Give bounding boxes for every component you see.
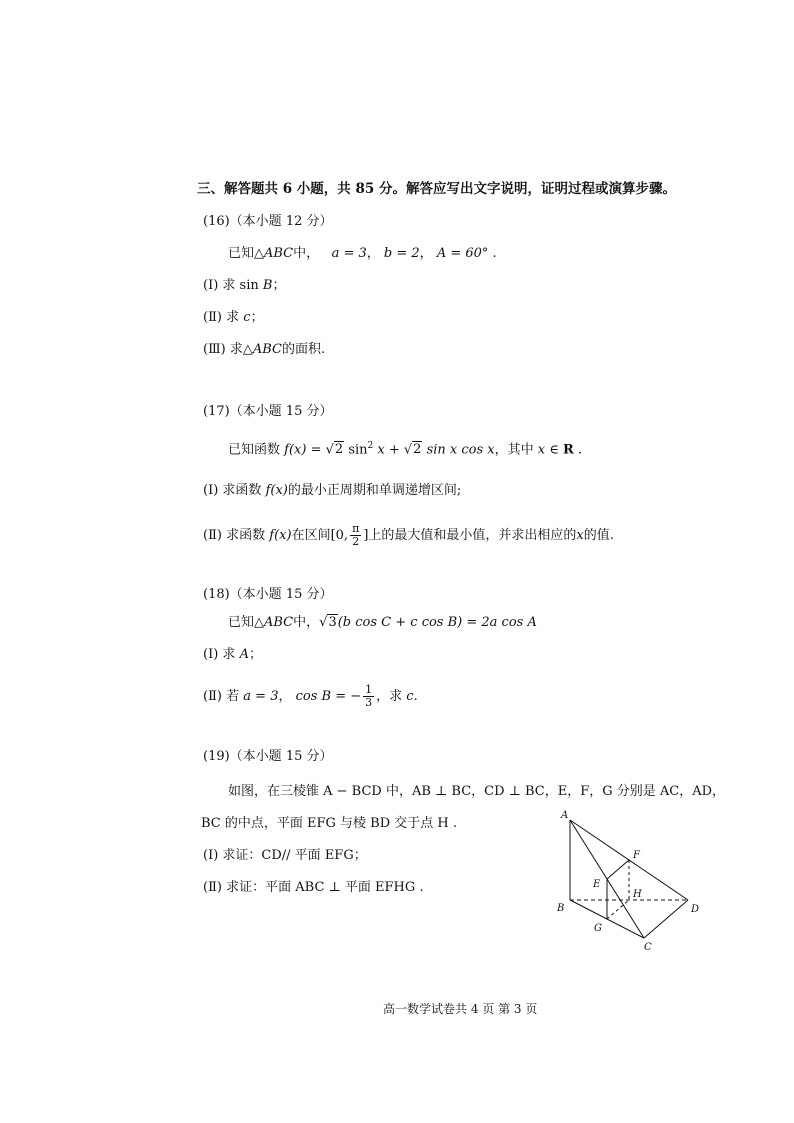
q16-triangle: ABC [264,246,294,261]
q16-sep1: ， [366,246,380,261]
q17-func: f(x) = [284,442,322,458]
q19-header: (19)（本小题 15 分） [203,749,333,764]
q17-p1-text1: 求函数 [222,483,262,498]
q17-p2-int-close: ] [363,528,369,543]
section-heading: 三、解答题共 6 小题，共 85 分。解答应写出文字说明，证明过程或演算步骤。 [197,181,676,197]
q18-sqrt3: 3 [328,615,337,630]
q18-p2-end: . [413,689,418,704]
q18-p2-frac-den: 3 [365,696,373,709]
q18-p2-text2: ，求 [376,689,403,704]
q17-intro-prefix: 已知函数 [228,442,281,458]
q16-end: . [492,246,497,261]
q17-p2-fraction [350,523,361,548]
q16-p3-end: 的面积. [281,342,326,357]
label-d: D [691,904,700,915]
pyramid-figure [550,805,710,955]
q16-cond-b: b = 2 [383,246,420,261]
q17-p2-text4: 的值. [583,528,614,543]
q19-part1 [203,847,367,865]
q17-square: 2 [367,441,374,451]
q17-p1-text2: 的最小正周期和单调递增区间; [287,483,462,498]
q17-p1-func: f(x) [265,483,288,498]
q16-p3-text: 求△ [229,342,253,357]
edge-cd [644,900,688,938]
q16-part2 [203,309,264,327]
label-f: F [633,850,640,861]
label-e: E [593,879,601,890]
q17-where: ，其中 [494,442,534,458]
q16-intro [228,245,497,263]
label-c: C [644,942,652,953]
q16-p3-var: ABC [252,342,282,357]
q17-part1 [203,482,461,500]
q17-sqrt2-a: 2 [334,442,344,458]
q16-intro-mid: 中， [293,246,320,261]
q19-p2-label: (Ⅱ) [203,880,222,895]
q18-p1-var: A [239,647,249,662]
q17-p2-label: (Ⅱ) [203,528,222,543]
q19-line2: BC 的中点，平面 EFG 与棱 BD 交于点 H . [201,816,458,831]
q16-p1-var: B [262,278,273,293]
q18-p2-cos: cos B = − [295,689,362,704]
q16-cond-a: a = 3 [331,246,367,261]
label-h: H [633,889,642,900]
page-footer: 高一数学试卷共 4 页 第 3 页 [383,1002,538,1016]
q19-part2 [203,879,424,897]
q18-p2-var: c [406,689,414,704]
q17-p2-func: f(x) [269,528,292,543]
label-b: B [557,903,565,914]
q19-p1-text: 求证：CD// 平面 EFG； [222,848,367,863]
q18-p2-sep: ， [278,689,292,704]
q17-p2-text2: 在区间 [291,528,331,543]
q16-p2-var: c [243,310,251,325]
q18-p2-frac-num: 1 [365,683,373,696]
q16-p2-label: (Ⅱ) [203,310,222,325]
q16-part1 [203,277,285,295]
q16-cond-angle: A = 60° [436,246,489,261]
q17-part2 [203,523,614,548]
q17-p2-var: x [576,528,584,543]
q17-p2-text1: 求函数 [226,528,266,543]
q16-p2-text: 求 [226,310,240,325]
q18-intro-mid: 中， [293,615,320,630]
q18-p1-label: (Ⅰ) [203,647,219,662]
q18-part1 [203,646,262,664]
q18-p2-label: (Ⅱ) [203,689,222,704]
q17-p2-text3: 上的最大值和最小值，并求出相应的 [368,528,577,543]
q17-sin: sin [348,442,368,458]
q18-intro: 已知△ABC中，√3(b cos C + c cos B) = 2a cos A [228,615,537,630]
q18-part2 [203,684,418,709]
q16-part3 [203,341,325,359]
q17-domain-var: x ∈ [537,442,559,458]
q19-p2-text: 求证：平面 ABC ⊥ 平面 EFHG . [226,880,424,895]
q18-triangle: ABC [264,615,294,630]
q17-term1-var: x + [377,442,400,458]
q16-p1-label: (Ⅰ) [203,278,219,293]
q18-equation: (b cos C + c cos B) = 2a cos A [337,615,537,630]
segment-ef [607,860,629,879]
q16-p1-end: ； [272,278,286,293]
q18-p1-text: 求 [222,647,236,662]
q18-p2-text: 若 [226,689,240,704]
q17-domain-set: R [563,442,574,458]
q19-p1-label: (Ⅰ) [203,848,219,863]
q18-p1-end: ； [248,647,262,662]
q16-p3-label: (Ⅲ) [203,342,226,357]
q16-p2-end: ； [250,310,264,325]
label-a: A [561,810,569,821]
label-g: G [594,923,602,934]
q17-intro: 已知函数 f(x) = √2 $\sin^2 x + √2$ sin x cos x，其中 x ∈ R . [228,441,583,458]
q17-term2: sin x cos x [426,442,495,458]
q18-header: (18)（本小题 15 分） [203,587,333,602]
q17-p2-int-open: [0, [330,528,349,543]
q17-p2-frac-num: π [352,522,360,535]
q17-p2-frac-den: 2 [352,535,360,548]
q16-p1-text: 求 sin [222,278,259,293]
q17-sqrt2-b: 2 [413,442,422,458]
q16-intro-prefix: 已知△ [228,246,264,261]
q16-header: (16)（本小题 12 分） [203,214,333,229]
q17-header: (17)（本小题 15 分） [203,404,333,419]
q19-line1: 如图，在三棱锥 A − BCD 中，AB ⊥ BC，CD ⊥ BC，E，F，G 分别是 AC，AD， [228,784,726,799]
q17-end: . [577,442,583,458]
q18-p2-fraction [363,684,374,709]
q17-p1-label: (Ⅰ) [203,483,219,498]
q18-p2-cond: a = 3 [243,689,279,704]
q18-intro-prefix: 已知△ [228,615,264,630]
q16-sep2: ， [419,246,433,261]
